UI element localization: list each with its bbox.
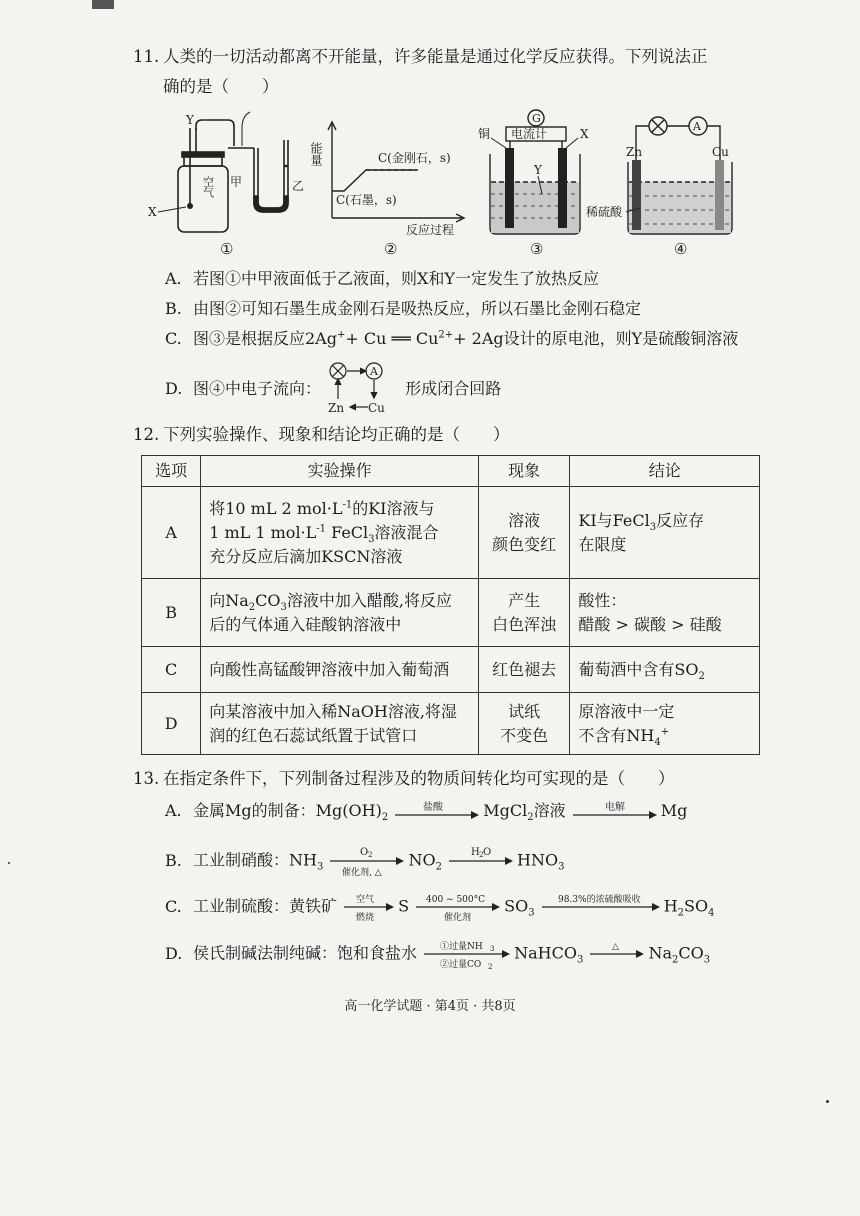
text: NO	[408, 850, 436, 870]
text: 向Na	[209, 590, 249, 610]
text: NaHCO	[514, 943, 577, 963]
option-label: C.	[165, 329, 182, 348]
arrow	[328, 844, 408, 878]
text: 工业制硝酸：NH	[193, 850, 317, 870]
superscript: +	[336, 329, 346, 341]
scan-speck	[8, 862, 10, 864]
option-label: D.	[165, 379, 183, 398]
option-text: 由图②可知石墨生成金刚石是吸热反应，所以石墨比金刚石稳定	[193, 299, 642, 318]
header-conclusion: 结论	[570, 456, 760, 487]
cell-option: C	[142, 647, 201, 693]
text: 后的气体通入硅酸钠溶液中	[209, 614, 402, 634]
q11-option-a	[165, 266, 599, 292]
ammeter-label: A	[370, 365, 379, 378]
text: CO	[255, 590, 281, 610]
option-text: 若图①中甲液面低于乙液面，则X和Y一定发生了放热反应	[193, 269, 599, 288]
arrow	[447, 844, 517, 878]
option-text: + Cu ══ Cu	[345, 329, 439, 348]
arrow-condition-sub: 2	[368, 851, 373, 859]
arrow	[422, 937, 514, 971]
text: 反应存	[656, 510, 705, 530]
question-11	[133, 42, 753, 102]
arrow-condition: △	[612, 942, 620, 952]
arrow	[540, 890, 664, 924]
figure-1	[148, 112, 304, 258]
question-number: 12.	[133, 425, 160, 444]
option-label: B.	[165, 299, 182, 318]
q13-option-a	[165, 798, 687, 825]
text: 试纸	[508, 701, 541, 721]
arrow-condition-sub: 2	[488, 963, 493, 971]
fig1-label-x: X	[148, 205, 157, 219]
option-text: 图③是根据反应2Ag	[193, 329, 337, 348]
subscript: 3	[576, 954, 584, 966]
text: 不含有NH	[578, 725, 655, 745]
fig2-graphite: C(石墨，s)	[336, 193, 397, 207]
q11-option-c	[165, 326, 738, 352]
arrow	[588, 937, 648, 971]
header-option: 选项	[142, 456, 201, 487]
text: SO	[504, 896, 529, 916]
text: 醋酸 > 碳酸 > 硅酸	[578, 614, 722, 634]
subscript: 3	[280, 601, 287, 613]
subscript: 3	[703, 954, 711, 966]
arrow-condition: 电解	[604, 801, 625, 813]
fig1-label-y: Y	[186, 113, 194, 127]
question-number: 13.	[133, 769, 160, 788]
subscript: 2	[671, 954, 679, 966]
text: 葡萄酒中含有SO	[578, 659, 699, 679]
text: 原溶液中一定	[578, 701, 675, 721]
fig3-cu: 铜	[478, 127, 491, 141]
question-13	[133, 764, 753, 794]
cell-phenomenon	[478, 579, 569, 647]
electron-flow-diagram	[326, 362, 400, 416]
option-text: + 2Ag设计的原电池，则Y是硫酸铜溶液	[453, 329, 739, 348]
arrow-condition: 98.3%的浓硫酸吸收	[557, 895, 641, 905]
text: 溶液混合	[374, 522, 439, 542]
arrow	[414, 890, 504, 924]
arrow-condition: O	[483, 847, 492, 858]
text: 金属Mg的制备：Mg(OH)	[193, 801, 382, 820]
text: 的KI溶液与	[352, 498, 435, 518]
q13-option-b	[165, 844, 564, 878]
fig3-index: ③	[530, 240, 544, 258]
cell-option: D	[142, 693, 201, 755]
arrow-condition: 催化剂	[444, 913, 472, 923]
text: S	[398, 896, 410, 916]
header-operation: 实验操作	[201, 456, 479, 487]
zn-label: Zn	[328, 401, 345, 415]
cell-conclusion	[570, 579, 760, 647]
superscript: 2+	[438, 329, 454, 341]
question-stem: 在指定条件下，下列制备过程涉及的物质间转化均可实现的是（ ）	[163, 769, 675, 788]
question-number: 11.	[133, 47, 160, 66]
text: 在限度	[578, 534, 627, 554]
fig4-acid: 稀硫酸	[586, 205, 623, 219]
page-footer: 高一化学试题 · 第4页 · 共8页	[344, 999, 516, 1014]
cell-operation	[201, 579, 479, 647]
arrow	[342, 890, 398, 924]
header-phenomenon: 现象	[478, 456, 569, 487]
option-label: D.	[165, 943, 183, 963]
fig2-index: ②	[384, 240, 398, 258]
text: 工业制硫酸：黄铁矿	[193, 896, 338, 916]
fig1-label-jia: 甲	[230, 175, 243, 189]
arrow-condition: 燃烧	[356, 913, 375, 923]
figure-2	[309, 122, 464, 258]
fig4-zn: Zn	[626, 145, 643, 159]
option-label: A.	[165, 801, 182, 820]
subscript: 2	[677, 907, 685, 919]
subscript: 4	[708, 907, 715, 919]
text: 白色浑浊	[492, 614, 557, 634]
text: CO	[678, 943, 704, 963]
text: SO	[684, 896, 709, 916]
subscript: 3	[649, 521, 657, 533]
q11-option-b	[165, 296, 641, 322]
fig4-cu: Cu	[712, 145, 729, 159]
question-12	[133, 420, 753, 450]
text: 充分反应后滴加KSCN溶液	[209, 546, 403, 566]
q11-option-d	[165, 362, 501, 414]
arrow-condition: 空气	[356, 895, 375, 905]
text: 溶液	[533, 801, 566, 820]
text: 将10 mL 2 mol·L	[209, 498, 343, 518]
cell-operation	[201, 693, 479, 755]
superscript: +	[660, 726, 670, 738]
text: 1 mL 1 mol·L	[209, 522, 317, 542]
cell-phenomenon	[478, 487, 569, 579]
text: FeCl	[326, 522, 369, 542]
text: 不变色	[500, 725, 549, 745]
text: 侯氏制碱法制纯碱：饱和食盐水	[193, 943, 418, 963]
q13-option-c	[165, 890, 715, 924]
cell-conclusion	[570, 647, 760, 693]
subscript: 2	[248, 601, 256, 613]
arrow-condition: 盐酸	[423, 801, 444, 813]
fig2-xlabel: 反应过程	[406, 223, 455, 237]
cell-option: B	[142, 579, 201, 647]
subscript: 3	[316, 861, 324, 873]
fig1-label-air: 空气	[201, 176, 215, 198]
cell-conclusion	[570, 487, 760, 579]
table-row	[142, 579, 760, 647]
fig4-index: ④	[674, 240, 688, 258]
fig3-y: Y	[534, 163, 542, 177]
fig1-index: ①	[220, 240, 234, 258]
text: H	[663, 896, 678, 916]
subscript: 2	[698, 670, 705, 682]
fig2-ylabel: 能量	[309, 142, 323, 166]
text: 溶液	[508, 510, 541, 530]
cell-conclusion	[570, 693, 760, 755]
subscript: 3	[558, 861, 565, 873]
subscript: 3	[368, 533, 375, 545]
arrow-condition-sub: 3	[490, 945, 495, 953]
text: 产生	[508, 590, 541, 610]
arrow-condition: ①过量NH	[440, 942, 483, 952]
text: 向某溶液中加入稀NaOH溶液,将湿	[209, 701, 457, 721]
text: 润的红色石蕊试纸置于试管口	[209, 725, 418, 745]
cell-operation	[201, 487, 479, 579]
superscript: -1	[342, 499, 353, 511]
subscript: 3	[528, 907, 535, 919]
cell-operation: 向酸性高锰酸钾溶液中加入葡萄酒	[201, 647, 479, 693]
q12-table	[141, 455, 760, 755]
subscript: 2	[527, 812, 534, 824]
option-label: C.	[165, 896, 182, 916]
figure-4	[586, 117, 732, 258]
text: 酸性：	[578, 590, 627, 610]
arrow-condition-sub: 2	[479, 851, 484, 859]
text: HNO	[517, 850, 559, 870]
cell-phenomenon: 红色褪去	[478, 647, 569, 693]
superscript: -1	[316, 523, 327, 535]
q11-figures	[150, 108, 750, 263]
cell-option: A	[142, 487, 201, 579]
text: Na	[648, 943, 672, 963]
fig4-ammeter: A	[693, 120, 701, 133]
arrow-condition: H	[471, 847, 480, 858]
arrow-condition: 400 ~ 500°C	[426, 895, 486, 905]
arrow	[393, 799, 483, 825]
q13-option-d	[165, 937, 710, 971]
arrow-condition: ②过量CO	[440, 960, 482, 970]
text: 颜色变红	[492, 534, 557, 554]
option-label: A.	[165, 269, 182, 288]
scan-speck	[826, 1100, 829, 1103]
figure-3	[478, 110, 589, 258]
option-text: 形成闭合回路	[405, 379, 502, 398]
text: Mg	[660, 801, 688, 820]
arrow-condition: 催化剂, △	[342, 868, 383, 878]
subscript: 2	[381, 812, 389, 824]
scan-edge-mark	[92, 0, 114, 9]
arrow	[571, 799, 661, 825]
fig3-galv: G	[532, 112, 541, 125]
subscript: 4	[654, 736, 661, 748]
fig2-diamond: C(金刚石，s)	[378, 151, 451, 165]
table-row	[142, 647, 760, 693]
question-stem: 下列实验操作、现象和结论均正确的是（ ）	[163, 425, 510, 444]
fig1-label-yi: 乙	[292, 179, 305, 193]
option-label: B.	[165, 850, 182, 870]
table-row	[142, 693, 760, 755]
subscript: 2	[435, 861, 442, 873]
option-text: 图④中电子流向：	[193, 379, 322, 398]
fig3-x: X	[580, 127, 589, 141]
question-stem: 人类的一切活动都离不开能量，许多能量是通过化学反应获得。下列说法正	[163, 47, 708, 66]
arrow-condition: O	[360, 847, 369, 858]
question-stem-cont: 确的是（ ）	[163, 77, 279, 96]
text: 溶液中加入醋酸,将反应	[286, 590, 452, 610]
table-header-row	[142, 456, 760, 487]
fig3-meter: 电流计	[511, 127, 548, 141]
cell-phenomenon	[478, 693, 569, 755]
text: KI与FeCl	[578, 510, 650, 530]
text: MgCl	[483, 801, 528, 820]
table-row	[142, 487, 760, 579]
cu-label: Cu	[368, 401, 386, 415]
